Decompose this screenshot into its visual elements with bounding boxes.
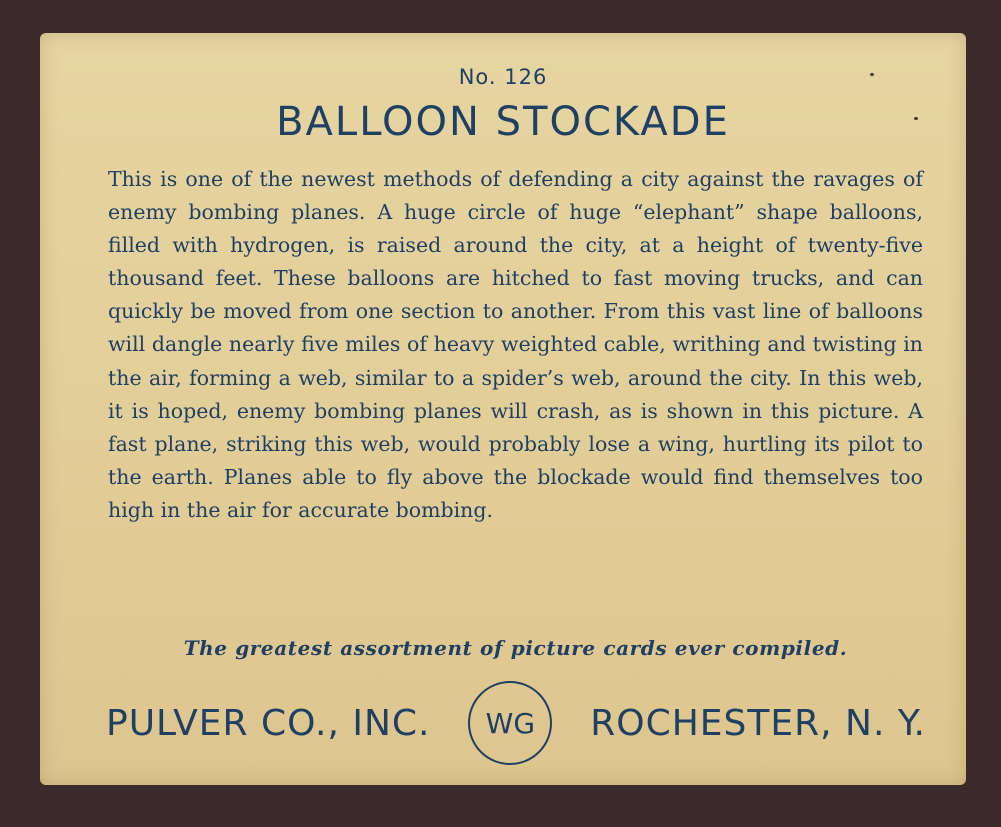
publisher-line xyxy=(106,681,926,765)
wg-logo-icon xyxy=(468,681,552,765)
card-title: BALLOON STOCKADE xyxy=(276,99,730,145)
trading-card-back xyxy=(40,33,966,785)
publisher-location: ROCHESTER, N. Y. xyxy=(590,702,926,744)
card-description: This is one of the newest methods of defending a city against the ravages of enemy bombing planes. A huge circle of huge “elephant” shape balloons, filled with hydrogen, is raised around the city, at a height of twenty-five thousand feet. These balloons are hitched to fast moving trucks, and can quickly be moved from one section to another. From this vast line of balloons will dangle nearly five miles of heavy weighted cable, writhing and twisting in the air, forming a web, similar to a spider’s web, around the city. In this web, it is hoped, enemy bombing planes will crash, as is shown in this picture. A fast plane, striking this web, would probably lose a wing, hurtling its pilot to the earth. Planes able to fly above the blockade would find themselves too high in the air for accurate bombing. xyxy=(108,167,923,522)
card-number: No. 126 xyxy=(458,65,548,89)
publisher-name: PULVER CO., INC. xyxy=(106,702,431,744)
logo-text: WG xyxy=(485,706,536,740)
card-tagline: The greatest assortment of picture cards ever compiled. xyxy=(183,636,848,660)
